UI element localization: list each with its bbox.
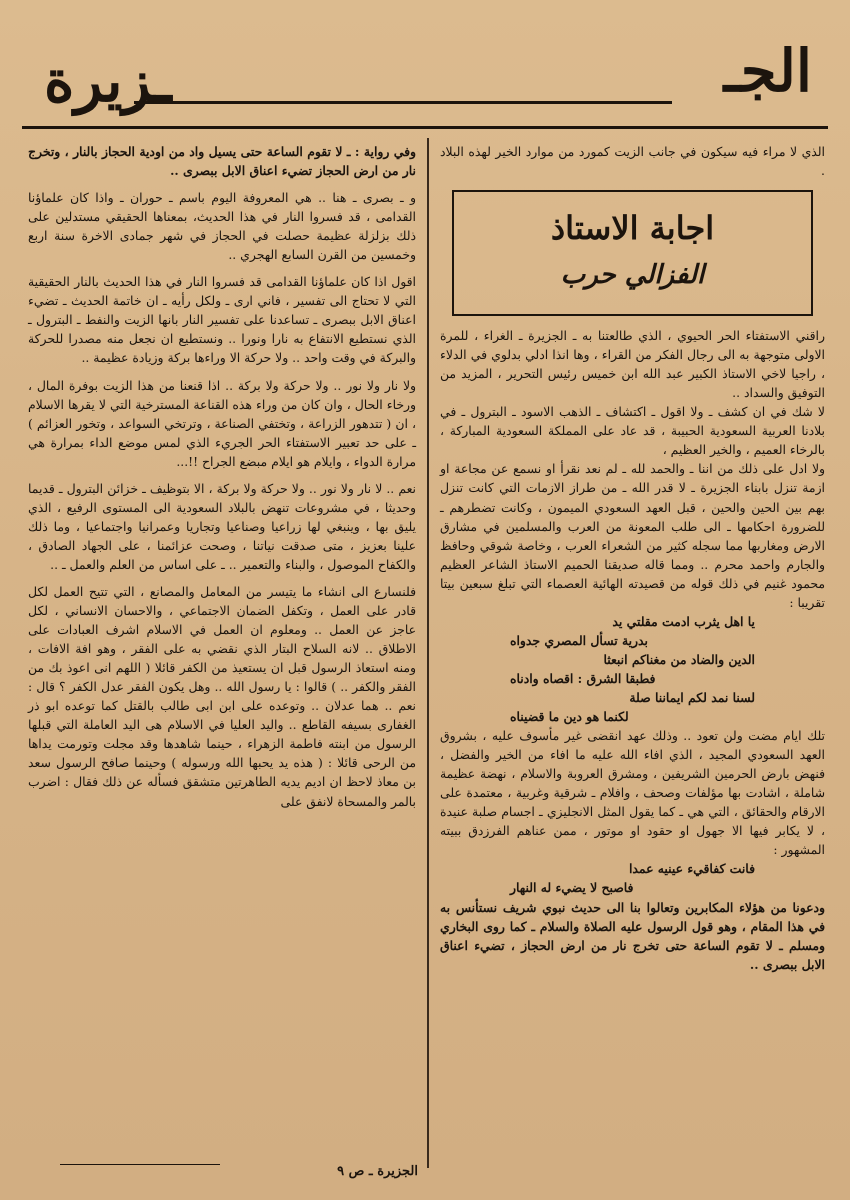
verse-line: لسنا نمد لكم ايماننا صلة [629, 689, 755, 705]
article-author: الفزالي حرب [560, 260, 705, 291]
paragraph: فلنسارع الى انشاء ما يتيسر من المعامل والمصانع ، التي تتيح العمل لكل قادر على العمل ، وتكفل الضمان الاجتماعي ، والاحسان الانساني ، لكل عاجز عن العمل .. ومعلوم ان العمل في الاسلام اشرف العبادات على الاطلاق .. لانه السلاح البتار الذي نقضي به على الفقر ، وهو افة الافات ، ومنه استعاذ الرسول قبل ان يستعيذ من الكفر قائلا ( اللهم انى اعوذ بك من الفقر والكفر .. ) قالوا : يا رسول الله .. وهل يكون الفقر عدل الكفر ؟ قال : نعم .. هما عدلان .. وتوعده على ابن ابى طالب بالقتل كما توعده ابو ذر الغفارى بسيفه القاطع .. واليد العليا في الاسلام هى اليد العاملة التي قبلها الرسول من ابنته فاطمة الزهراء ، حينما شاهدها وقد مجلت وتورمت يداها من الرحى قائلا : ( هذه يد يحبها الله ورسوله ) وحينما صافح الرسول سعد بن معاذ لاحظ ان ادیم يديه الطاهرتين متشقق فسأله عن ذلك فقال : اضرب بالمر والمسحاة لانفق على [28, 583, 416, 809]
paragraph: تلك ايام مضت ولن تعود .. وذلك عهد انقضى غير مأسوف عليه ، بشروق العهد السعودي المجيد ، الذي افاء الله عليه ما افاء من الخير والفضل ، فنهض بارض الحرمين الشريفين ، ومشرق العروبة والاسلام ، نهضة عظيمة شاملة ، اشادت بها مؤلفات وصحف ، وافلام ـ شرقية وغربية ، معتمدة على الارقام والحقائق ، التي هي ـ كما يقول المثل الانجليزي ـ اجسام صلبة عنيدة ، لا يكابر فيها الا جهول او حقود او موتور ، ممن عناهم الفرزدق ببيته المشهور : [440, 728, 825, 858]
masthead-title-end: ـزيرة [44, 47, 172, 115]
paragraph: اقول اذا كان علماؤنا القدامى قد فسروا النار في هذا الحديث بالنار الحقيقية التي لا تحتاج الى تفسير ، فاني ارى ـ ولكل رأيه ـ ان خاتمة الحديث ـ تضيء اعناق الابل ببصرى ـ تساعدنا على تفسير النار بانها الزيت والنفط ـ البترول ـ الذي نستطيع الانتفاع به نارا ونورا .. ونستطيع ان نجعل منه مصدرا للحركة والبركة في وقت واحد .. ولا حركة الا وراءها بركة وزيادة عظيمة .. [28, 274, 416, 366]
article-title: اجابة الاستاذ [550, 209, 715, 248]
paragraph: لا شك في ان كشف ـ ولا اقول ـ اكتشاف ـ الذهب الاسود ـ البترول ـ في بلادنا العربية السعودية الحبيبة ، قد عاد على المملكة السعودية المباركة ، بالرخاء العميم ، والخير العظيم ، [440, 404, 825, 458]
right-column [440, 142, 825, 1182]
masthead [22, 24, 822, 124]
verse-line: الدين والضاد من مغناكم انبعثا [603, 651, 755, 667]
verse-line: بدرية تسأل المصري جدواه [510, 632, 648, 648]
paragraph: و ـ بصرى ـ هنا .. هي المعروفة اليوم باسم ـ حوران ـ واذا كان علماؤنا القدامى ، قد فسروا النار في هذا الحديث، بمعناها الحقيقي مستدلين على ذلك بزلزلة عظيمة حصلت في الحجاز في شهر جمادى الاخرة سنة اربع وخمسين من القرن السابع الهجري .. [28, 190, 416, 263]
masthead-rule [22, 126, 828, 129]
left-column [28, 142, 416, 1152]
verse-line: فانت كفاقيء عينيه عمدا [628, 861, 755, 877]
paragraph: ولا ادل على ذلك من اننا ـ والحمد لله ـ لم نعد نقرأ او نسمع عن مجاعة او ازمة تنزل بابناء الجزيرة ـ لا قدر الله ـ من طراز الازمات التي كانت تنزل بهم بين الحين والحين ، قبل العهد السعودي الميمون ، وكانت تضطرهم ـ للضرورة احكامها ـ الى طلب المعونة من العرب والمسلمين في مشارق الارض ومغاربها مما سجله كثير من الشعراء العرب ، وخاصة شوقي وحافظ والجارم واحمد محرم .. ومما قاله صديقنا الحميم الاستاذ الشاعر العظيم محمود غنيم في ذلك قوله من قصيدته الهائية العصماء التي تبلغ سبعين بيتا تقريبا : [440, 461, 825, 610]
paragraph: راقني الاستفتاء الحر الحيوي ، الذي طالعتنا به ـ الجزيرة ـ الغراء ، للمرة الاولى متوجهة به الى رجال الفكر من القراء ، وها انذا ادلي بدلوي في الدلاء ، راجيا لاخي الاستاذ الكبير عبد الله ابن خميس رئيس التحرير ، المزيد من التوفيق والسداد .. [440, 328, 825, 401]
paragraph: نعم .. لا نار ولا نور .. ولا حركة ولا بركة ، الا بتوظيف ـ خزائن البترول ـ قديما وحديثا ، في مشروعات تنهض بالبلاد السعودية الى المستوى الرفيع ، الذي يليق بها ، وينبغي لها زراعيا وصناعيا وتجاريا وعمرانيا واجتماعيا ، وما ذلك علينا بعزيز ، متى صدقت نياتنا ، وصحت عزائمنا ، على الجهاد الصادق ، والكفاح الموصول ، والبناء والتعمير .. ـ على اساس من العلم والعمل ـ .. [28, 480, 416, 572]
page-footer: الجزيرة ـ ص ٩ [337, 1164, 418, 1179]
verse-line: فطبقا الشرق : اقصاه وادناه [510, 670, 656, 686]
verse-line: فاصبح لا يضيء له النهار [510, 880, 634, 896]
masthead-title-start: الجـ [723, 37, 812, 105]
column-divider [427, 138, 429, 1168]
paragraph: ودعونا من هؤلاء المكابرين وتعالوا بنا الى حديث نبوي شريف نستأنس به في هذا المقام ، وهو قول الرسول عليه الصلاة والسلام ـ كما روى البخاري ومسلم ـ لا تقوم الساعة حتى تخرج نار من ارض الحجاز ، تضيء اعناق الابل ببصرى .. [440, 899, 825, 972]
paragraph: وفي رواية : ـ لا تقوم الساعة حتى يسيل واد من اودية الحجاز بالنار ، وتخرج نار من ارض الحجاز تضيء اعناق الابل ببصرى .. [28, 144, 416, 179]
paragraph: ولا نار ولا نور .. ولا حركة ولا بركة .. اذا قنعنا من هذا الزيت بوفرة المال ، ورخاء الحال ، وان كان من وراء هذه القناعة المسترخية التي لا يقرها الاسلام ، ان ( تتدهور الزراعة ، وتختفي الصناعة ، وترتخي السواعد ، وتخور العزائم ) ـ على حد تعبير الاستفتاء الحر الجريء الذي لمس موضع الداء بمرارة هي مرارة الدواء ، وايلام هو ايلام مبضع الجراح !!... [28, 377, 416, 469]
intro-text: الذي لا مراء فيه سيكون في جانب الزيت كمورد من موارد الخير لهذه البلاد . [440, 144, 825, 179]
verse-line: يا اهل يثرب ادمت مقلتي يد [612, 613, 755, 629]
verse-line: لكنما هو دين ما قضيناه [510, 709, 629, 725]
article-title-box [452, 190, 813, 316]
masthead-stretch-line [134, 101, 672, 104]
